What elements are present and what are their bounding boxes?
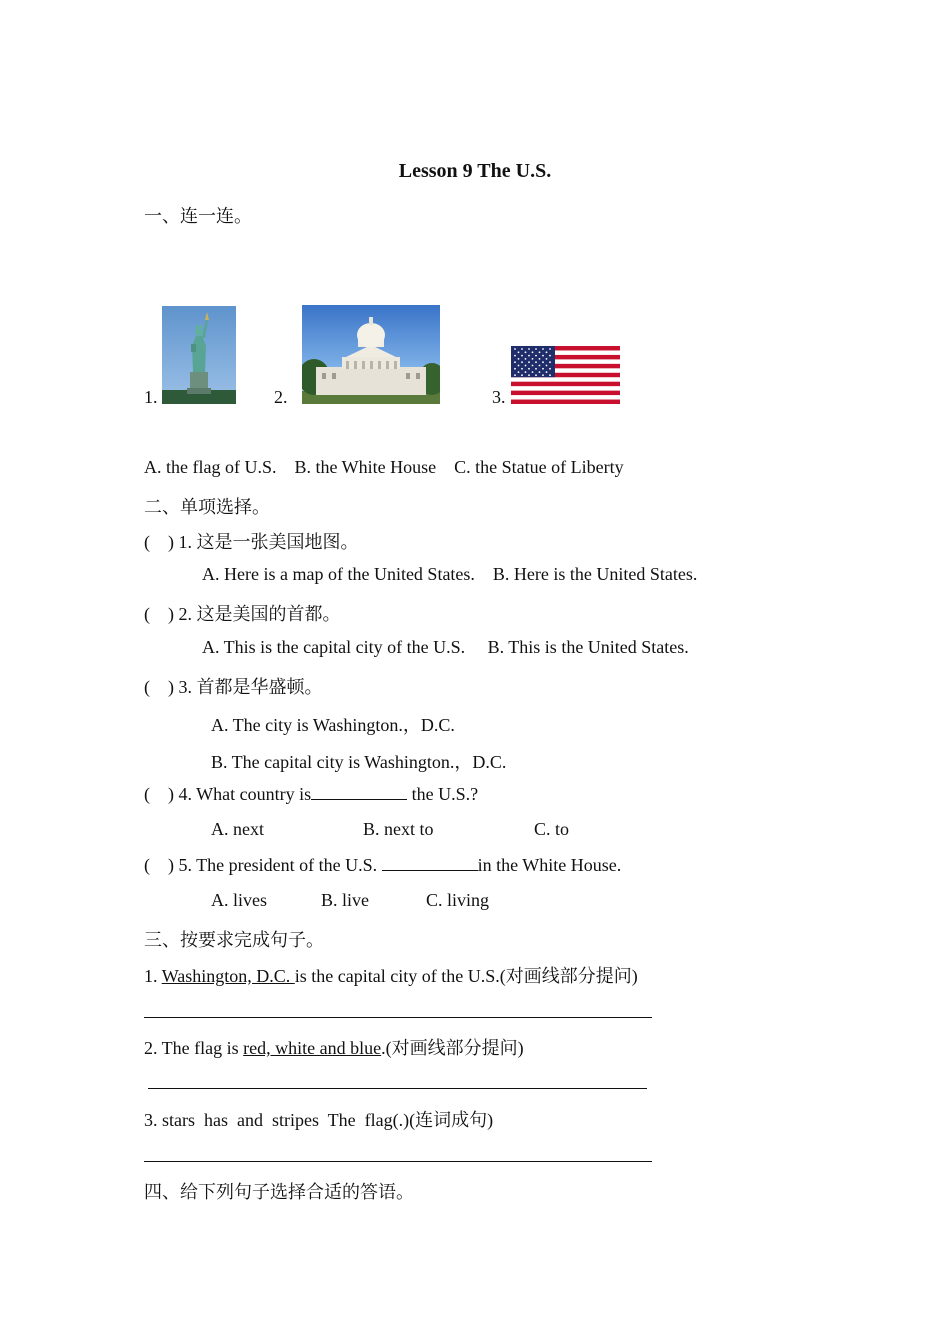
page-title: Lesson 9 The U.S.	[398, 160, 552, 182]
question-4-stem: ( ) 4. What country is the U.S.?	[144, 784, 479, 804]
question-1-stem: ( ) 1. 这是一张美国地图。	[144, 532, 359, 552]
picture-number-3: 3.	[492, 387, 506, 407]
question-2-stem: ( ) 2. 这是美国的首都。	[144, 604, 341, 624]
matching-options: A. the flag of U.S. B. the White House C. the Statue of Liberty	[144, 457, 624, 477]
question-3-option-b: B. The capital city is Washington.，D.C.	[211, 752, 507, 772]
question-5-stem: ( ) 5. The president of the U.S. in the White House.	[144, 855, 622, 875]
us-flag-image	[511, 346, 620, 404]
sentence-2: 2. The flag is red, white and blue.(对画线部分提问)	[144, 1038, 524, 1058]
question-3-option-a: A. The city is Washington.，D.C.	[211, 715, 455, 735]
section3-heading: 三、按要求完成句子。	[144, 930, 324, 950]
question-4-option-c: C. to	[534, 819, 570, 839]
question-5-option-a: A. lives	[211, 890, 267, 910]
question-4-option-a: A. next	[211, 819, 264, 839]
section1-heading: 一、连一连。	[144, 206, 252, 226]
section4-heading: 四、给下列句子选择合适的答语。	[144, 1182, 414, 1202]
answer-blank[interactable]	[382, 869, 478, 871]
answer-blank[interactable]	[311, 798, 407, 800]
question-1-options: A. Here is a map of the United States. B. Here is the United States.	[202, 564, 698, 584]
question-5-option-b: B. live	[321, 890, 369, 910]
question-5-option-c: C. living	[426, 890, 490, 910]
answer-line-1[interactable]	[144, 1017, 652, 1018]
answer-line-2[interactable]	[148, 1088, 647, 1089]
answer-line-3[interactable]	[144, 1161, 652, 1162]
capitol-building-photo	[302, 305, 440, 404]
sentence-3: 3. stars has and stripes The flag(.)(连词成句)	[144, 1110, 494, 1130]
statue-of-liberty-photo	[162, 306, 236, 404]
question-4-option-b: B. next to	[363, 819, 434, 839]
picture-number-1: 1.	[144, 387, 158, 407]
section2-heading: 二、单项选择。	[144, 497, 270, 517]
sentence-1: 1. Washington, D.C. is the capital city of the U.S.(对画线部分提问)	[144, 966, 638, 986]
question-3-stem: ( ) 3. 首都是华盛顿。	[144, 677, 323, 697]
question-2-options: A. This is the capital city of the U.S. B. This is the United States.	[202, 637, 689, 657]
picture-number-2: 2.	[274, 387, 288, 407]
